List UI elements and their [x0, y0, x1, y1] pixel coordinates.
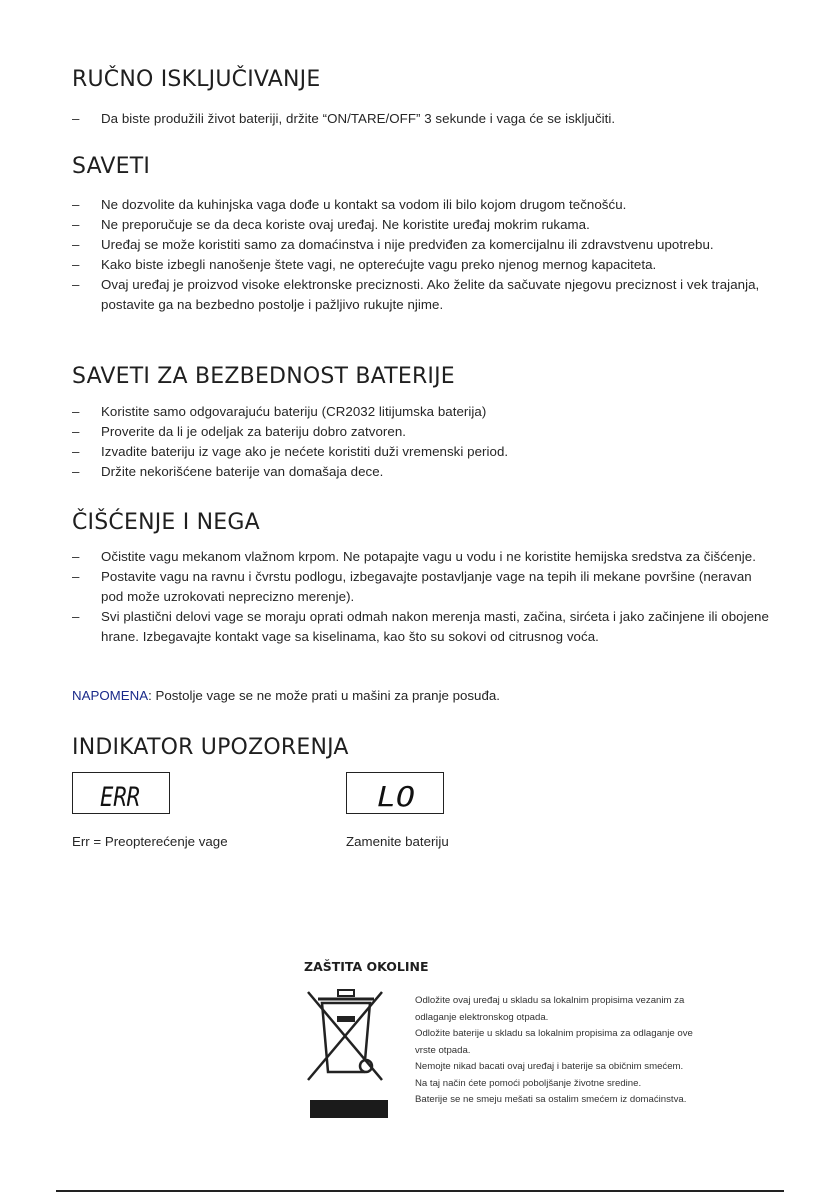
- heading-tips: SAVETI: [72, 154, 151, 179]
- environment-line: Odložite baterije u skladu sa lokalnim propisima za odlaganje ove: [415, 1028, 693, 1039]
- list-item: – Postavite vagu na ravnu i čvrstu podlogu, izbegavajte postavljanje vage na tepih ili mekane površine (neravan pod može uzrokovati neprecizno merenje).: [72, 567, 772, 607]
- manual-off-list: [72, 109, 772, 129]
- lcd-error-display: [72, 772, 170, 814]
- cleaning-list: [72, 547, 772, 647]
- tips-list: [72, 195, 772, 315]
- environment-line: Odložite ovaj uređaj u skladu sa lokalnim propisima vezanim za: [415, 995, 685, 1006]
- heading-manual-off: RUČNO ISKLJUČIVANJE: [72, 67, 321, 92]
- list-item: – Svi plastični delovi vage se moraju oprati odmah nakon merenja masti, začina, sirćeta i jako začinjene ili obojene hrane. Izbegavajte kontakt vage sa kiselinama, kao što su sokovi od citrusnog voća.: [72, 607, 772, 647]
- list-item: – Očistite vagu mekanom vlažnom krpom. Ne potapajte vagu u vodu i ne koristite hemijska sredstva za čišćenje.: [72, 547, 772, 567]
- note-label: NAPOMENA: [72, 688, 149, 703]
- lcd-low-battery-display: [346, 772, 444, 814]
- footer-divider: [56, 1190, 784, 1192]
- environment-text: [415, 993, 775, 1109]
- lo-caption: Zamenite bateriju: [346, 834, 449, 849]
- err-caption: Err = Preopterećenje vage: [72, 834, 228, 849]
- list-item: – Koristite samo odgovarajuću bateriju (CR2032 litijumska baterija): [72, 402, 772, 422]
- list-item: – Uređaj se može koristiti samo za domaćinstva i nije predviđen za komercijalnu ili zdravstvenu upotrebu.: [72, 235, 772, 255]
- environment-line: Na taj način ćete pomoći poboljšanje životne sredine.: [415, 1077, 642, 1089]
- lcd-lo-glyphs: [347, 773, 445, 815]
- list-item: – Da biste produžili život bateriji, držite “ON/TARE/OFF” 3 sekunde i vaga će se isključiti.: [72, 109, 772, 129]
- cleaning-note: [72, 686, 500, 706]
- note-text: : Postolje vage se ne može prati u mašini za pranje posuđa.: [148, 688, 500, 703]
- heading-warning-indicator: INDIKATOR UPOZORENJA: [72, 735, 349, 760]
- lcd-lo-text: LO: [377, 780, 415, 813]
- list-item: – Proverite da li je odeljak za bateriju dobro zatvoren.: [72, 422, 772, 442]
- list-item: – Ne dozvolite da kuhinjska vaga dođe u kontakt sa vodom ili bilo kojom drugom tečnošću.: [72, 195, 772, 215]
- environment-line: vrste otpada.: [415, 1044, 471, 1056]
- environment-line: Baterije se ne smeju mešati sa ostalim smećem iz domaćinstva.: [415, 1094, 687, 1105]
- heading-cleaning: ČIŠĆENJE I NEGA: [72, 510, 260, 535]
- list-item: – Ne preporučuje se da deca koriste ovaj uređaj. Ne koristite uređaj mokrim rukama.: [72, 215, 772, 235]
- heading-battery-safety: SAVETI ZA BEZBEDNOST BATERIJE: [72, 364, 455, 389]
- environment-title: ZAŠTITA OKOLINE: [304, 959, 429, 974]
- list-item: – Izvadite bateriju iz vage ako je nećete koristiti duži vremenski period.: [72, 442, 772, 462]
- list-item: – Kako biste izbegli nanošenje štete vagi, ne opterećujte vagu preko njenog mernog kapaciteta.: [72, 255, 772, 275]
- list-item: – Ovaj uređaj je proizvod visoke elektronske preciznosti. Ako želite da sačuvate njegovu preciznost i vek trajanja, postavite ga na bezbedno postolje i pažljivo rukujte njime.: [72, 275, 772, 315]
- environment-line: Nemojte nikad bacati ovaj uređaj i baterije sa običnim smećem.: [415, 1061, 684, 1072]
- environment-line: odlaganje elektronskog otpada.: [415, 1011, 549, 1023]
- lcd-err-text: ERR: [100, 782, 140, 813]
- battery-safety-list: [72, 402, 772, 482]
- weee-crossed-bin-icon: [304, 986, 388, 1124]
- lcd-err-glyphs: [73, 773, 171, 815]
- list-item: – Držite nekorišćene baterije van domašaja dece.: [72, 462, 772, 482]
